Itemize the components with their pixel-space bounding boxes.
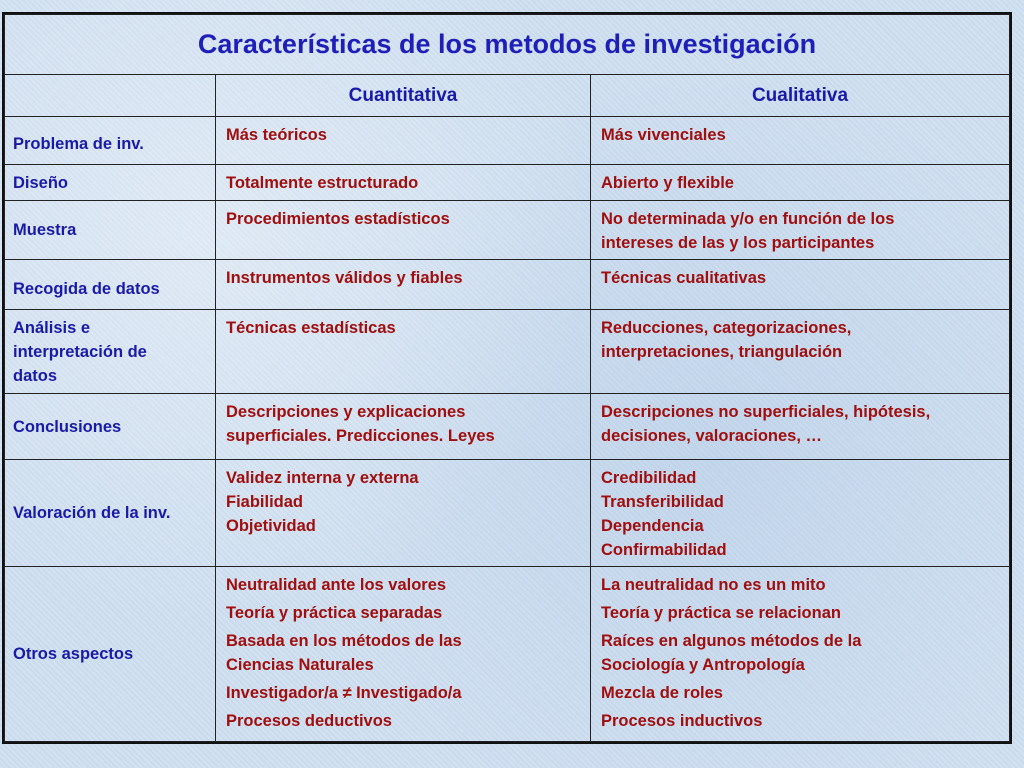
cuantitativa-cell [216, 201, 591, 260]
cualitativa-cell [591, 394, 1010, 460]
cell-line: Investigador/a ≠ Investigado/a [226, 684, 462, 702]
cell-line: Ciencias Naturales [226, 656, 374, 674]
cell-line: Teoría y práctica separadas [226, 604, 443, 622]
cell-line: Abierto y flexible [601, 174, 734, 192]
header-empty-cell [5, 75, 216, 117]
cell-line: Totalmente estructurado [226, 174, 419, 192]
cell-line: Neutralidad ante los valores [226, 576, 447, 594]
comparison-table-frame [2, 12, 1012, 744]
cell-line: Confirmabilidad [601, 541, 727, 559]
row-label: Diseño [5, 165, 216, 201]
cell-line: Descripciones no superficiales, hipótesis, [601, 403, 931, 421]
table-row [5, 260, 1010, 310]
cell-line: Mezcla de roles [601, 684, 723, 702]
cualitativa-cell [591, 567, 1010, 742]
cell-line: Transferibilidad [601, 493, 724, 511]
cualitativa-cell [591, 165, 1010, 201]
header-cualitativa: Cualitativa [591, 75, 1010, 117]
cell-line: Fiabilidad [226, 493, 304, 511]
cell-line: Instrumentos válidos y fiables [226, 269, 463, 287]
cell-line: Procesos inductivos [601, 712, 763, 730]
table-title: Características de los metodos de investigación [5, 15, 1010, 75]
cell-line: Descripciones y explicaciones [226, 403, 466, 421]
table-row [5, 394, 1010, 460]
cell-line: superficiales. Predicciones. Leyes [226, 427, 495, 445]
cell-line: Más teóricos [226, 126, 327, 144]
cell-line: Raíces en algunos métodos de la [601, 632, 862, 650]
cuantitativa-cell [216, 567, 591, 742]
table-row [5, 567, 1010, 742]
cuantitativa-cell [216, 394, 591, 460]
cell-line: interpretaciones, triangulación [601, 343, 843, 361]
cell-line: Técnicas estadísticas [226, 319, 396, 337]
row-label: Valoración de la inv. [5, 460, 216, 567]
table-row [5, 165, 1010, 201]
row-label: Muestra [5, 201, 216, 260]
cuantitativa-cell [216, 117, 591, 165]
cell-line: La neutralidad no es un mito [601, 576, 826, 594]
cell-line: Procedimientos estadísticos [226, 210, 450, 228]
cualitativa-cell [591, 260, 1010, 310]
header-cuantitativa: Cuantitativa [216, 75, 591, 117]
cuantitativa-cell [216, 460, 591, 567]
row-label: Problema de inv. [5, 117, 216, 165]
table-row [5, 117, 1010, 165]
cell-line: Técnicas cualitativas [601, 269, 767, 287]
cell-line: Dependencia [601, 517, 704, 535]
cell-line: Basada en los métodos de las [226, 632, 462, 650]
cuantitativa-cell [216, 310, 591, 394]
row-label-line: interpretación de [13, 343, 147, 361]
cell-line: Sociología y Antropología [601, 656, 805, 674]
cuantitativa-cell [216, 165, 591, 201]
cell-line: Más vivenciales [601, 126, 726, 144]
cell-line: No determinada y/o en función de los [601, 210, 895, 228]
cell-line: Procesos deductivos [226, 712, 392, 730]
cualitativa-cell [591, 310, 1010, 394]
cell-line: Validez interna y externa [226, 469, 419, 487]
comparison-table [4, 14, 1010, 742]
cell-line: Credibilidad [601, 469, 697, 487]
row-label-line: Análisis e [13, 319, 91, 337]
row-label: Otros aspectos [5, 567, 216, 742]
cuantitativa-cell [216, 260, 591, 310]
table-row [5, 460, 1010, 567]
cell-line: Objetividad [226, 517, 316, 535]
row-label [5, 310, 216, 394]
cell-line: Teoría y práctica se relacionan [601, 604, 841, 622]
table-row [5, 201, 1010, 260]
cell-line: intereses de las y los participantes [601, 234, 875, 252]
row-label: Recogida de datos [5, 260, 216, 310]
cualitativa-cell [591, 460, 1010, 567]
row-label: Conclusiones [5, 394, 216, 460]
cell-line: Reducciones, categorizaciones, [601, 319, 852, 337]
cell-line: decisiones, valoraciones, … [601, 427, 823, 445]
table-row [5, 310, 1010, 394]
cualitativa-cell [591, 117, 1010, 165]
row-label-line: datos [13, 367, 58, 385]
cualitativa-cell [591, 201, 1010, 260]
